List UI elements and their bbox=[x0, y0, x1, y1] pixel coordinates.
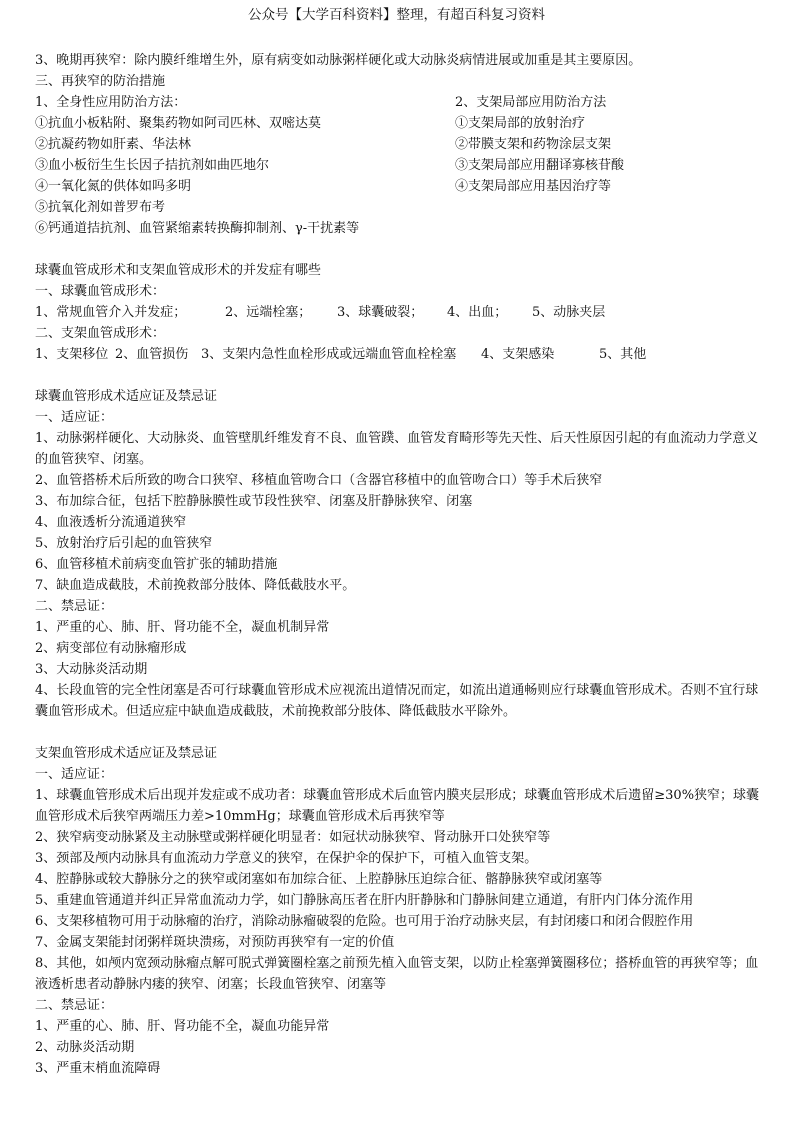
list-item: 2、病变部位有动脉瘤形成 bbox=[35, 641, 187, 656]
subheading-indications: 一、适应证： bbox=[35, 410, 114, 425]
list-item: ⑤抗氧化剂如普罗布考 bbox=[35, 200, 166, 215]
list-item: 2、狭窄病变动脉紧及主动脉壁或粥样硬化明显者：如冠状动脉狭窄、肾动脉开口处狭窄等 bbox=[35, 830, 551, 845]
list-item: 3、球囊破裂； bbox=[337, 305, 424, 320]
list-item: 4、长段血管的完全性闭塞是否可行球囊血管形成术应视流出道情况而定，如流出道通畅则应行球囊血管形成术。否则不宜行球囊血管形成术。但适应症中缺血造成截肢，术前挽救部分肢体、降低截肢水平除外。 bbox=[35, 683, 759, 719]
section-heading-complications: 球囊血管成形术和支架血管成形术的并发症有哪些 bbox=[35, 263, 322, 278]
list-item: 5、动脉夹层 bbox=[532, 305, 606, 320]
list-item: ④支架局部应用基因治疗等 bbox=[455, 179, 612, 194]
list-item: 3、大动脉炎活动期 bbox=[35, 662, 148, 677]
subheading-contraindications: 二、禁忌证： bbox=[35, 998, 114, 1013]
prevention-methods-columns bbox=[35, 92, 765, 239]
list-item: 7、金属支架能封闭粥样斑块溃疡，对预防再狭窄有一定的价值 bbox=[35, 935, 395, 950]
list-item: 5、放射治疗后引起的血管狭窄 bbox=[35, 536, 213, 551]
list-item: 3、严重末梢血流障碍 bbox=[35, 1061, 161, 1076]
subheading-contraindications: 二、禁忌证： bbox=[35, 599, 114, 614]
local-stent-methods-column bbox=[455, 92, 765, 239]
list-item: 1、支架移位 bbox=[35, 347, 109, 362]
list-item: 1、常规血管介入并发症； bbox=[35, 305, 187, 320]
list-item: 2、血管搭桥术后所致的吻合口狭窄、移植血管吻合口（含器官移植中的血管吻合口）等手术后狭窄 bbox=[35, 473, 603, 488]
list-item: 5、重建血管通道并纠正异常血流动力学，如门静脉高压者在肝内肝静脉和门静脉间建立通道，有肝内门体分流作用 bbox=[35, 893, 694, 908]
list-item: 4、血液透析分流通道狭窄 bbox=[35, 515, 187, 530]
list-item: ①支架局部的放射治疗 bbox=[455, 116, 586, 131]
list-item: 6、支架移植物可用于动脉瘤的治疗，消除动脉瘤破裂的危险。也可用于治疗动脉夹层，有封闭瘘口和闭合假腔作用 bbox=[35, 914, 694, 929]
list-item: 5、其他 bbox=[599, 347, 647, 362]
list-item: 8、其他，如颅内宽颈动脉瘤点解可脱式弹簧圈栓塞之前预先植入血管支架，以防止栓塞弹簧圈移位；搭桥血管的再狭窄等；血液透析患者动静脉内瘘的狭窄、闭塞；长段血管狭窄、闭塞等 bbox=[35, 956, 759, 992]
balloon-complications-row bbox=[35, 302, 765, 323]
list-item: ②抗凝药物如肝素、华法林 bbox=[35, 137, 192, 152]
local-methods-heading: 2、支架局部应用防治方法 bbox=[455, 95, 607, 110]
document-body bbox=[35, 50, 765, 1079]
list-item: 1、严重的心、肺、肝、肾功能不全，凝血功能异常 bbox=[35, 1019, 330, 1034]
list-item: 2、远端栓塞； bbox=[225, 305, 312, 320]
list-item: 4、出血； bbox=[447, 305, 508, 320]
list-item: ③血小板衍生生长因子拮抗剂如曲匹地尔 bbox=[35, 158, 270, 173]
list-item: 3、颈部及颅内动脉具有血流动力学意义的狭窄，在保护伞的保护下，可植入血管支架。 bbox=[35, 851, 538, 866]
list-item: 4、腔静脉或较大静脉分之的狭窄或闭塞如布加综合征、上腔静脉压迫综合征、髂静脉狭窄或闭塞等 bbox=[35, 872, 603, 887]
systemic-methods-heading: 1、全身性应用防治方法： bbox=[35, 95, 187, 110]
section-heading-stent-indications: 支架血管形成术适应证及禁忌证 bbox=[35, 746, 218, 761]
list-item: 1、动脉粥样硬化、大动脉炎、血管壁肌纤维发育不良、血管蹼、血管发育畸形等先天性、后天性原因引起的有血流动力学意义的血管狭窄、闭塞。 bbox=[35, 431, 759, 467]
paragraph-late-restenosis: 3、晚期再狭窄：除内膜纤维增生外，原有病变如动脉粥样硬化或大动脉炎病情进展或加重是其主要原因。 bbox=[35, 53, 642, 68]
list-item: 3、支架内急性血栓形成或远端血管血栓栓塞 bbox=[201, 347, 457, 362]
systemic-methods-column bbox=[35, 92, 455, 239]
list-item: ③支架局部应用翻译寡核苷酸 bbox=[455, 158, 625, 173]
list-item: ④一氧化氮的供体如吗多明 bbox=[35, 179, 192, 194]
list-item: 3、布加综合征，包括下腔静脉膜性或节段性狭窄、闭塞及肝静脉狭窄、闭塞 bbox=[35, 494, 473, 509]
stent-complications-row bbox=[35, 344, 765, 365]
section-heading-restenosis-prevention: 三、再狭窄的防治措施 bbox=[35, 74, 166, 89]
page-header: 公众号【大学百科资料】整理，有超百科复习资料 bbox=[248, 7, 545, 23]
list-item: 1、严重的心、肺、肝、肾功能不全，凝血机制异常 bbox=[35, 620, 330, 635]
list-item: 6、血管移植术前病变血管扩张的辅助措施 bbox=[35, 557, 278, 572]
list-item: 7、缺血造成截肢，术前挽救部分肢体、降低截肢水平。 bbox=[35, 578, 356, 593]
section-heading-balloon-indications: 球囊血管形成术适应证及禁忌证 bbox=[35, 389, 218, 404]
list-item: 4、支架感染 bbox=[481, 347, 555, 362]
list-item: ①抗血小板粘附、聚集药物如阿司匹林、双嘧达莫 bbox=[35, 116, 322, 131]
list-item: 2、动脉炎活动期 bbox=[35, 1040, 135, 1055]
list-item: 1、球囊血管形成术后出现并发症或不成功者：球囊血管形成术后血管内膜夹层形成；球囊血管形成术后遗留≥30%狭窄；球囊血管形成术后狭窄两端压力差>10mmHg；球囊血管形成术后再狭窄等 bbox=[35, 788, 760, 824]
subheading-indications: 一、适应证： bbox=[35, 767, 114, 782]
list-item: 2、血管损伤 bbox=[115, 347, 189, 362]
list-item: ⑥钙通道拮抗剂、血管紧缩素转换酶抑制剂、γ-干扰素等 bbox=[35, 221, 360, 236]
subheading-balloon: 一、球囊血管成形术： bbox=[35, 284, 166, 299]
subheading-stent: 二、支架血管成形术： bbox=[35, 326, 166, 341]
list-item: ②带膜支架和药物涂层支架 bbox=[455, 137, 612, 152]
